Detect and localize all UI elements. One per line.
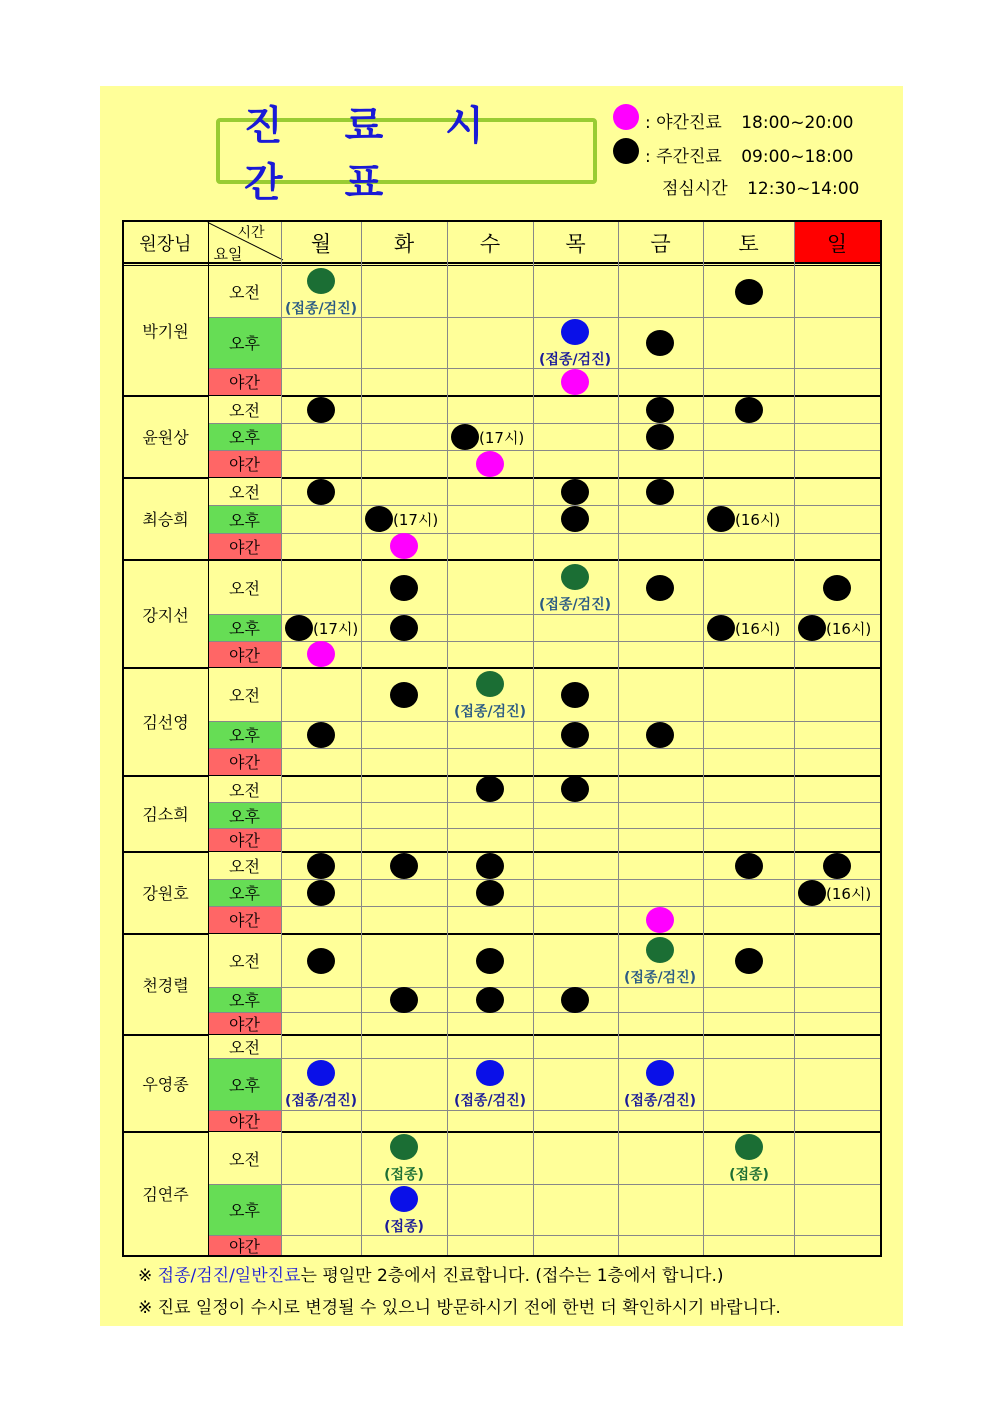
day-clinic-dot	[646, 397, 674, 423]
slot-night-label: 야간	[229, 1014, 260, 1034]
slot-night-label: 야간	[229, 831, 260, 850]
day-clinic-dot	[390, 682, 418, 708]
row-line	[208, 1012, 880, 1013]
row-line	[208, 423, 880, 424]
day-clinic-dot	[646, 479, 674, 505]
slot-am-label: 오전	[229, 686, 260, 705]
vaccination-annotation: (접종/검진)	[284, 1093, 358, 1109]
doctor-name: 우영종	[142, 1074, 189, 1094]
vaccination-annotation: (접종/검진)	[538, 352, 612, 368]
slot-pm-label: 오후	[229, 806, 260, 826]
day-clinic-dot	[476, 987, 504, 1013]
row-line	[208, 1110, 880, 1111]
day-clinic-dot	[451, 424, 479, 450]
row-line	[208, 879, 880, 880]
day-clinic-dot	[390, 615, 418, 641]
row-line	[208, 533, 880, 534]
slot-am-label: 오전	[229, 579, 260, 598]
slot-night-label: 야간	[229, 911, 260, 930]
slot-night-label: 야간	[229, 645, 260, 665]
row-line	[208, 505, 880, 506]
header-day-6: 토	[738, 232, 759, 256]
checkup-dot	[476, 1060, 504, 1086]
hour-annotation: (16시)	[826, 620, 872, 638]
note-1-highlight: 접종/검진/일반진료	[157, 1266, 301, 1286]
note-1-mark: ※	[138, 1266, 153, 1286]
row-line	[208, 802, 880, 803]
day-clinic-dot	[707, 506, 735, 532]
day-clinic-dot	[823, 575, 851, 601]
header-day-3: 수	[479, 232, 501, 256]
day-clinic-dot	[285, 615, 313, 641]
day-clinic-dot	[561, 479, 589, 505]
vaccination-dot	[735, 1134, 763, 1160]
legend-night-label: : 야간진료	[645, 113, 722, 133]
doctor-name: 김선영	[142, 713, 189, 732]
slot-night-label: 야간	[229, 455, 260, 474]
header-day-5: 금	[650, 232, 671, 256]
vaccination-dot	[561, 564, 589, 590]
col-line	[281, 222, 282, 1255]
night-clinic-legend-icon	[613, 104, 639, 130]
legend-day-label: : 주간진료	[645, 147, 722, 167]
slot-am-label: 오전	[229, 483, 260, 502]
doctor-name: 윤원상	[142, 428, 189, 447]
legend-night-time: 18:00~20:00	[741, 113, 854, 133]
row-line	[208, 614, 880, 615]
header-divider	[123, 262, 880, 264]
day-clinic-dot	[646, 575, 674, 601]
day-clinic-dot	[561, 987, 589, 1013]
day-clinic-dot	[307, 853, 335, 879]
hour-annotation: (16시)	[735, 620, 781, 638]
header-weekday: 요일	[213, 244, 243, 263]
page-title: 진 료 시 간 표	[244, 103, 508, 206]
doctor-name: 김소희	[142, 805, 189, 824]
header-doctor: 원장님	[139, 234, 192, 255]
title-box	[216, 103, 597, 206]
row-line	[208, 641, 880, 642]
hour-annotation: (17시)	[393, 511, 439, 529]
slot-pm-label: 오후	[229, 619, 260, 638]
hour-annotation: (16시)	[826, 885, 872, 903]
slot-pm-label: 오후	[229, 510, 260, 530]
slot-pm-label: 오후	[229, 428, 260, 447]
day-clinic-dot	[735, 948, 763, 974]
row-line	[208, 906, 880, 907]
doctor-name: 최승희	[142, 510, 189, 529]
day-clinic-dot	[561, 722, 589, 748]
day-clinic-dot	[646, 722, 674, 748]
legend-lunch	[662, 174, 859, 199]
legend-lunch-label: 점심시간	[662, 179, 728, 199]
row-line	[208, 1235, 880, 1236]
row-line	[208, 721, 880, 722]
day-clinic-dot	[476, 776, 504, 802]
checkup-dot	[390, 1186, 418, 1212]
doctor-name: 천경렬	[142, 975, 189, 995]
row-line	[208, 828, 880, 829]
day-clinic-dot	[307, 880, 335, 906]
note-2: ※ 진료 일정이 수시로 변경될 수 있으니 방문하시기 전에 한번 더 확인하시기 바랍니다.	[138, 1298, 781, 1318]
day-clinic-dot	[476, 880, 504, 906]
slot-pm-label: 오후	[229, 1075, 260, 1095]
day-clinic-dot	[735, 853, 763, 879]
day-clinic-dot	[646, 424, 674, 450]
col-line	[794, 222, 795, 1255]
header-day-1: 월	[310, 232, 332, 256]
slot-pm-label: 오후	[229, 1201, 260, 1220]
col-line	[447, 222, 448, 1255]
vaccination-annotation: (접종/검진)	[284, 301, 358, 317]
slot-am-label: 오전	[229, 1149, 260, 1169]
day-clinic-legend-icon	[613, 138, 639, 164]
row-line	[208, 987, 880, 988]
day-clinic-dot	[476, 853, 504, 879]
legend-day	[645, 142, 853, 167]
day-clinic-dot	[365, 506, 393, 532]
vaccination-dot	[390, 1134, 418, 1160]
day-clinic-dot	[735, 279, 763, 305]
checkup-dot	[646, 1060, 674, 1086]
legend-day-time: 09:00~18:00	[741, 147, 854, 167]
header-time: 시간	[237, 225, 265, 241]
day-clinic-dot	[823, 853, 851, 879]
vaccination-annotation: (접종)	[384, 1167, 424, 1183]
header-day-7: 일	[826, 232, 848, 256]
vaccination-dot	[307, 268, 335, 294]
vaccination-annotation: (접종/검진)	[538, 597, 612, 613]
doctor-name: 김연주	[142, 1185, 189, 1204]
slot-am-label: 오전	[229, 952, 260, 971]
slot-pm-label: 오후	[229, 991, 260, 1010]
slot-am-label: 오전	[229, 283, 260, 302]
legend-lunch-time: 12:30~14:00	[747, 179, 860, 199]
night-clinic-dot	[307, 641, 335, 667]
slot-am-label: 오전	[229, 857, 260, 876]
header-day-4: 목	[565, 232, 586, 256]
hour-annotation: (16시)	[735, 511, 781, 529]
day-clinic-dot	[735, 397, 763, 423]
note-1	[138, 1261, 724, 1286]
header-day-2: 화	[393, 232, 415, 256]
row-line	[208, 1058, 880, 1059]
day-clinic-dot	[307, 479, 335, 505]
row-line	[208, 450, 880, 451]
vaccination-annotation: (접종/검진)	[623, 970, 697, 986]
slot-am-label: 오전	[229, 1038, 260, 1057]
slot-night-label: 야간	[229, 537, 260, 557]
checkup-dot	[561, 319, 589, 345]
day-clinic-dot	[646, 330, 674, 356]
doctor-name: 박기원	[142, 322, 189, 341]
night-clinic-dot	[561, 369, 589, 395]
night-clinic-dot	[390, 533, 418, 559]
slot-night-label: 야간	[229, 753, 260, 772]
hour-annotation: (17시)	[313, 620, 359, 638]
slot-pm-label: 오후	[229, 334, 260, 353]
slot-am-label: 오전	[229, 401, 260, 420]
vaccination-annotation: (접종/검진)	[453, 704, 527, 720]
day-clinic-dot	[798, 615, 826, 641]
day-clinic-dot	[307, 722, 335, 748]
day-clinic-dot	[561, 506, 589, 532]
note-1-text: 는 평일만 2층에서 진료합니다. (접수는 1층에서 합니다.)	[300, 1266, 724, 1286]
vaccination-annotation: (접종)	[384, 1219, 424, 1235]
night-clinic-dot	[646, 907, 674, 933]
slot-pm-label: 오후	[229, 884, 260, 903]
slot-am-label: 오전	[229, 780, 260, 800]
slot-night-label: 야간	[229, 1112, 260, 1131]
slot-night-label: 야간	[229, 373, 260, 392]
slot-pm-label: 오후	[229, 726, 260, 745]
checkup-dot	[307, 1060, 335, 1086]
day-clinic-dot	[561, 776, 589, 802]
night-clinic-dot	[476, 451, 504, 477]
row-line	[208, 748, 880, 749]
hour-annotation: (17시)	[479, 429, 525, 447]
day-clinic-dot	[390, 987, 418, 1013]
day-clinic-dot	[476, 948, 504, 974]
day-clinic-dot	[390, 853, 418, 879]
col-line	[361, 222, 362, 1255]
day-clinic-dot	[307, 948, 335, 974]
vaccination-annotation: (접종/검진)	[453, 1093, 527, 1109]
day-clinic-dot	[561, 682, 589, 708]
day-clinic-dot	[798, 880, 826, 906]
legend-night	[645, 108, 853, 133]
vaccination-annotation: (접종)	[729, 1167, 769, 1183]
doctor-name: 강지선	[142, 605, 189, 625]
col-line	[703, 222, 704, 1255]
col-line	[533, 222, 534, 1255]
col-line	[618, 222, 619, 1255]
slot-night-label: 야간	[229, 1236, 260, 1256]
col-line	[208, 222, 209, 1255]
day-clinic-dot	[390, 575, 418, 601]
day-clinic-dot	[707, 615, 735, 641]
day-clinic-dot	[307, 397, 335, 423]
vaccination-annotation: (접종/검진)	[623, 1093, 697, 1109]
doctor-name: 강원호	[142, 884, 189, 903]
vaccination-dot	[476, 671, 504, 697]
vaccination-dot	[646, 937, 674, 963]
row-line	[208, 1184, 880, 1185]
